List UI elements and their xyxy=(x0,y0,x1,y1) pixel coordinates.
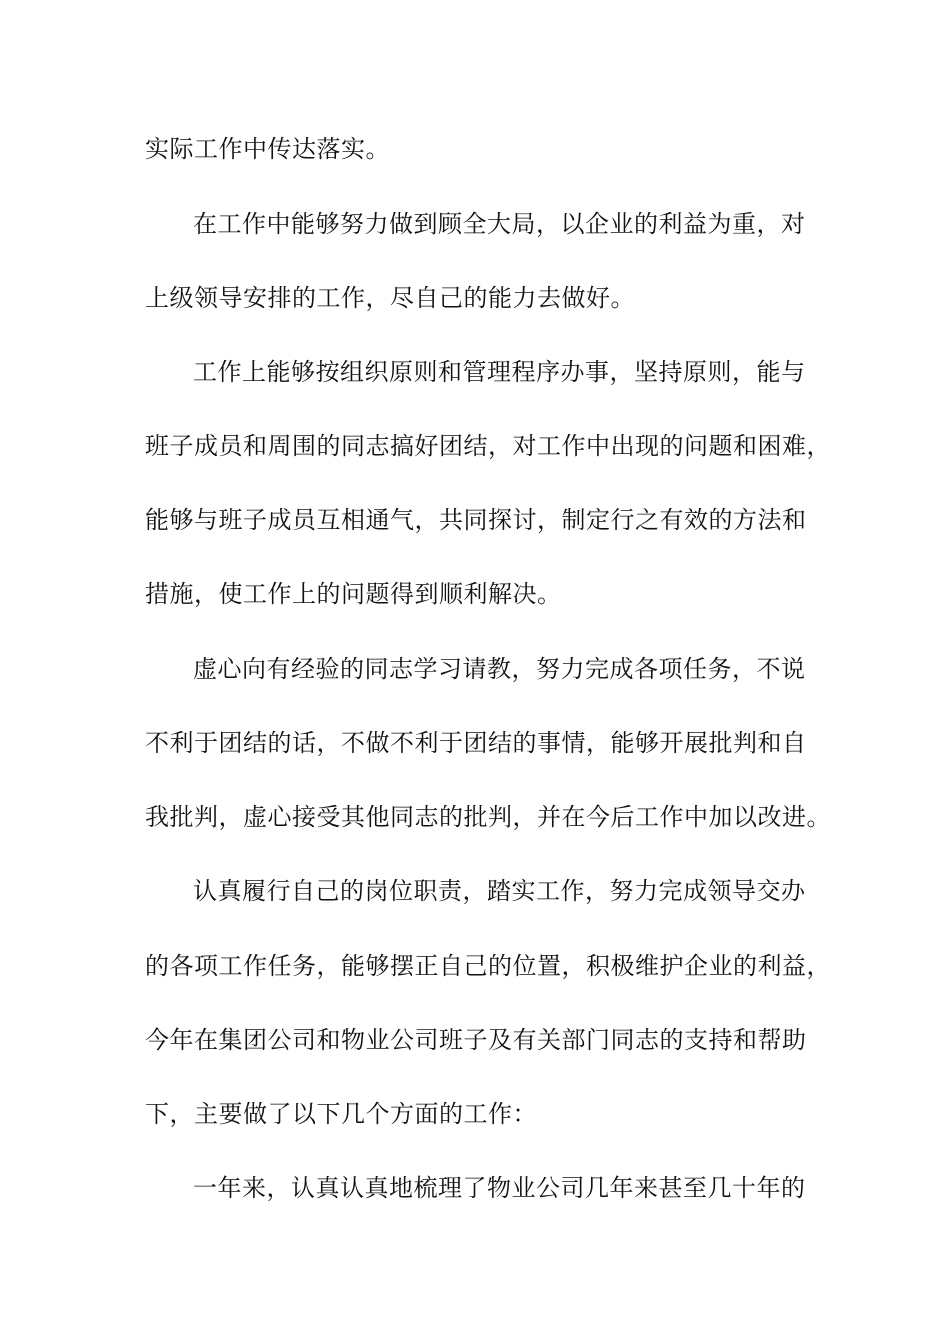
text-line: 一年来，认真认真地梳理了物业公司几年来甚至几十年的 xyxy=(193,1174,806,1202)
text-line: 下，主要做了以下几个方面的工作： xyxy=(145,1100,537,1128)
text-line: 认真履行自己的岗位职责，踏实工作，努力完成领导交办 xyxy=(193,877,806,905)
text-line: 我批判，虚心接受其他同志的批判，并在今后工作中加以改进。 xyxy=(145,803,831,831)
text-line: 实际工作中传达落实。 xyxy=(145,135,390,163)
text-line: 虚心向有经验的同志学习请教，努力完成各项任务，不说 xyxy=(193,655,806,683)
text-line: 在工作中能够努力做到顾全大局，以企业的利益为重，对 xyxy=(193,210,806,238)
text-line: 班子成员和周围的同志搞好团结，对工作中出现的问题和困难， xyxy=(145,432,831,460)
text-line: 不利于团结的话，不做不利于团结的事情，能够开展批判和自 xyxy=(145,729,807,757)
text-line: 今年在集团公司和物业公司班子及有关部门同志的支持和帮助 xyxy=(145,1026,807,1054)
text-line: 措施，使工作上的问题得到顺利解决。 xyxy=(145,580,562,608)
text-line: 能够与班子成员互相通气，共同探讨，制定行之有效的方法和 xyxy=(145,506,807,534)
text-line: 的各项工作任务，能够摆正自己的位置，积极维护企业的利益， xyxy=(145,952,831,980)
text-line: 工作上能够按组织原则和管理程序办事，坚持原则，能与 xyxy=(193,358,806,386)
text-line: 上级领导安排的工作，尽自己的能力去做好。 xyxy=(145,284,635,312)
